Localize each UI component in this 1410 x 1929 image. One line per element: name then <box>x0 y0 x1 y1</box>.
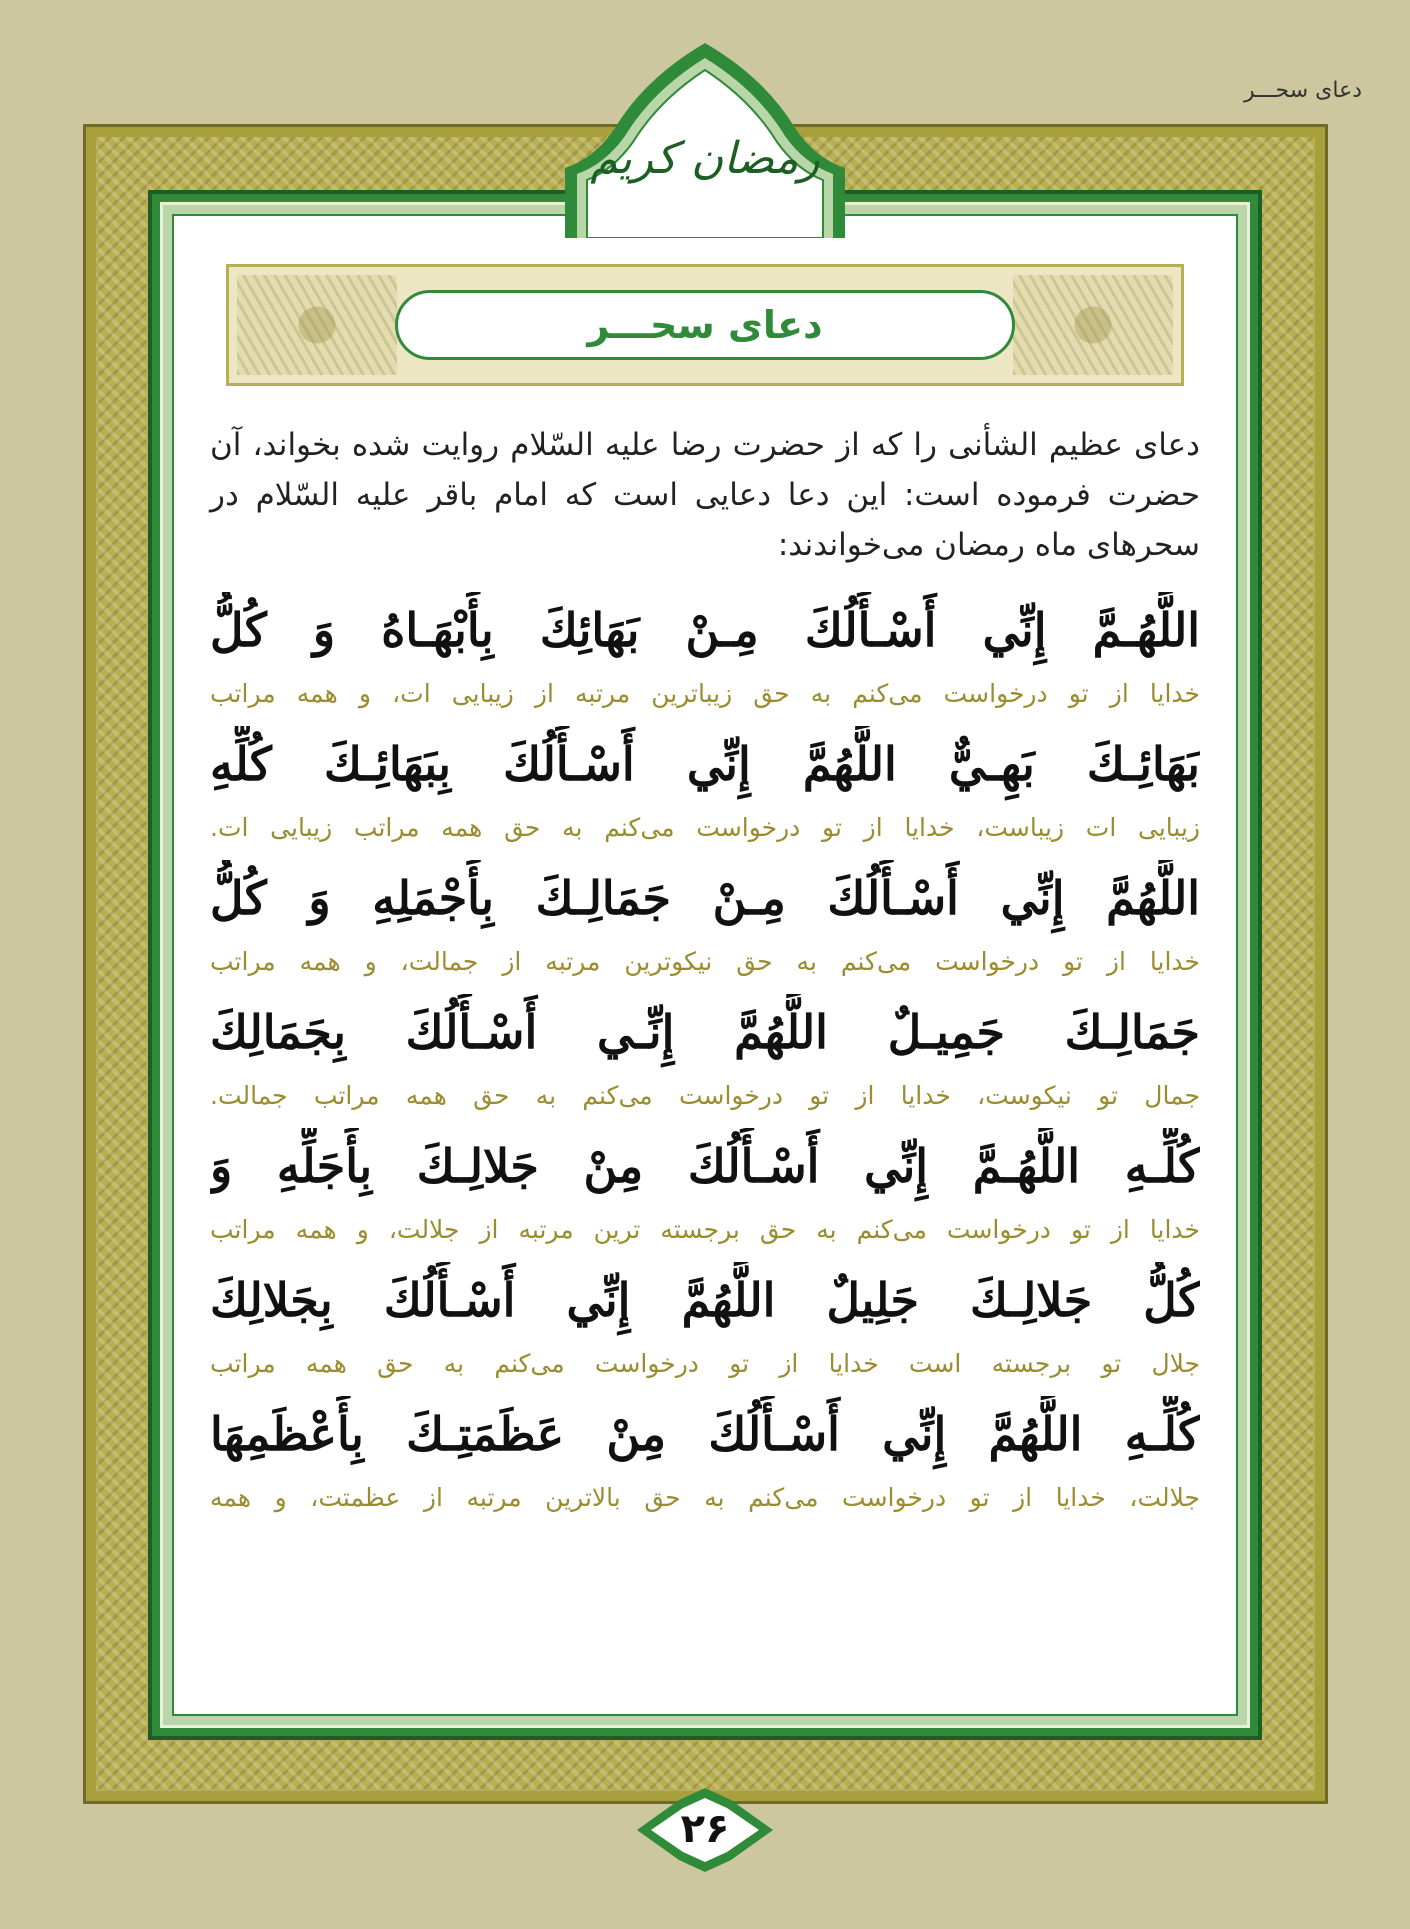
ramadan-kareem-calligraphy: رمضان کریم <box>590 133 820 184</box>
banner-ornament-left <box>237 275 397 375</box>
intro-paragraph: دعای عظیم الشأنی را که از حضرت رضا علیه السّلام روایت شده بخواند، آن حضرت فرموده است: این دعا دعایی است که امام باقر علیه السّلام در سحرهای ماه رمضان می‌خواندند: <box>210 427 1200 563</box>
arabic-line: كُلُّ جَلالِـكَ جَلِيلٌ اللَّهُمَّ إِنِّي أَسْـأَلُكَ بِجَلالِكَ <box>210 1273 1200 1327</box>
persian-translation: جلالت، خدایا از تو درخواست می‌کنم به حق بالاترین مرتبه از عظمتت، و همه <box>210 1483 1200 1512</box>
prayer-content <box>210 420 1200 1530</box>
arabic-line: كُلِّـهِ اللَّهُـمَّ إِنِّي أَسْـأَلُكَ مِنْ جَلالِـكَ بِأَجَلِّهِ وَ <box>210 1139 1200 1193</box>
persian-translation: خدایا از تو درخواست می‌کنم به حق برجسته ترین مرتبه از جلالت، و همه مراتب <box>210 1215 1200 1244</box>
arabic-line: جَمَالِـكَ جَمِيـلٌ اللَّهُمَّ إِنِّـي أَسْـأَلُكَ بِجَمَالِكَ <box>210 1005 1200 1059</box>
arabic-line: اللَّهُـمَّ إِنِّي أَسْـأَلُكَ مِـنْ بَهَائِكَ بِأَبْهَـاهُ وَ كُلُّ <box>210 603 1200 657</box>
persian-translation: زیبایی ات زیباست، خدایا از تو درخواست می‌کنم به حق همه مراتب زیبایی ات. <box>210 813 1200 842</box>
persian-translation: خدایا از تو درخواست می‌کنم به حق نیکوترین مرتبه از جمالت، و همه مراتب <box>210 947 1200 976</box>
page-title: دعای سحـــر <box>395 290 1015 360</box>
persian-translation: جلال تو برجسته است خدایا از تو درخواست می‌کنم به حق همه مراتب <box>210 1349 1200 1378</box>
arabic-line: بَهَائِـكَ بَهِـيٌّ اللَّهُمَّ إِنِّي أَسْـأَلُكَ بِبَهَائِـكَ كُلِّهِ <box>210 737 1200 791</box>
persian-translation: خدایا از تو درخواست می‌کنم به حق زیباترین مرتبه از زیبایی ات، و همه مراتب <box>210 679 1200 708</box>
arabic-line: اللَّهُمَّ إِنِّي أَسْـأَلُكَ مِـنْ جَمَالِـكَ بِأَجْمَلِهِ وَ كُلُّ <box>210 871 1200 925</box>
persian-translation: جمال تو نیکوست، خدایا از تو درخواست می‌کنم به حق همه مراتب جمالت. <box>210 1081 1200 1110</box>
running-head: دعای سحـــر <box>1244 78 1362 103</box>
page-number: ۲۶ <box>680 1806 730 1852</box>
crown-medallion <box>555 38 855 238</box>
arabic-line: كُلِّـهِ اللَّهُمَّ إِنِّي أَسْـأَلُكَ مِنْ عَظَمَتِـكَ بِأَعْظَمِهَا <box>210 1407 1200 1461</box>
banner-ornament-right <box>1013 275 1173 375</box>
page-number-badge <box>635 1786 775 1874</box>
